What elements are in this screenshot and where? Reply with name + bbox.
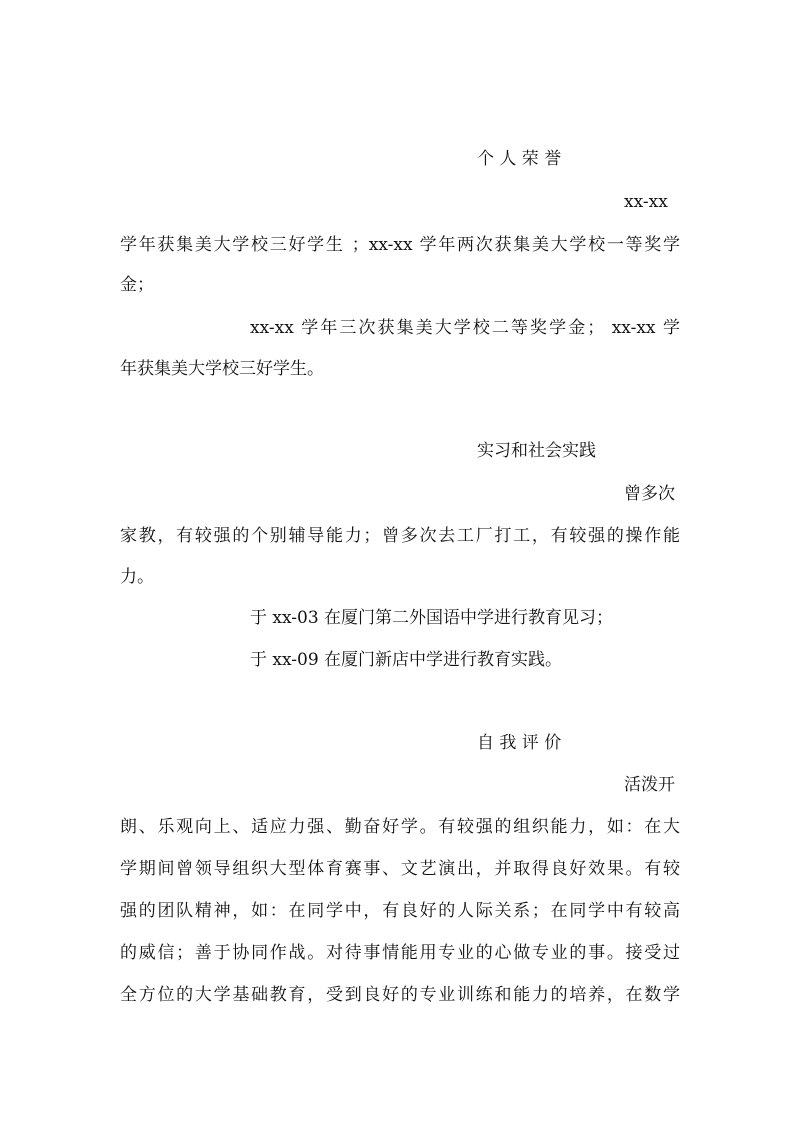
self-eval-title: 自 我 评 价 [477,733,562,753]
honors-line: 年获集美大学校三好学生。 [120,359,324,379]
practice-line: 于 xx-09 在厦门新店中学进行教育实践。 [250,650,563,670]
self-eval-line: 的威信；善于协同作战。对待事情能用专业的心做专业的事。接受过 [120,943,680,963]
self-eval-line: 活泼开 [624,775,675,795]
practice-line: 于 xx-03 在厦门第二外国语中学进行教育见习； [250,608,614,628]
practice-line: 曾多次 [624,484,675,504]
self-eval-line: 强的团队精神，如：在同学中，有良好的人际关系；在同学中有较高 [120,901,680,921]
honors-line: xx-xx 学年三次获集美大学校二等奖学金； xx-xx 学 [250,318,680,338]
self-eval-line: 全方位的大学基础教育，受到良好的专业训练和能力的培养，在数学 [120,985,680,1005]
honors-line: 金； [120,275,154,295]
self-eval-line: 学期间曾领导组织大型体育赛事、文艺演出，并取得良好效果。有较 [120,859,680,879]
practice-title: 实习和社会实践 [477,441,596,461]
practice-line: 力。 [120,567,154,587]
self-eval-line: 朗、乐观向上、适应力强、勤奋好学。有较强的组织能力，如：在大 [120,817,680,837]
honors-line: 学年获集美大学校三好学生 ；xx-xx 学年两次获集美大学校一等奖学 [120,235,680,255]
honors-line: xx-xx [624,192,668,212]
honors-title: 个 人 荣 誉 [477,149,562,169]
practice-line: 家教，有较强的个别辅导能力；曾多次去工厂打工，有较强的操作能 [120,526,680,546]
